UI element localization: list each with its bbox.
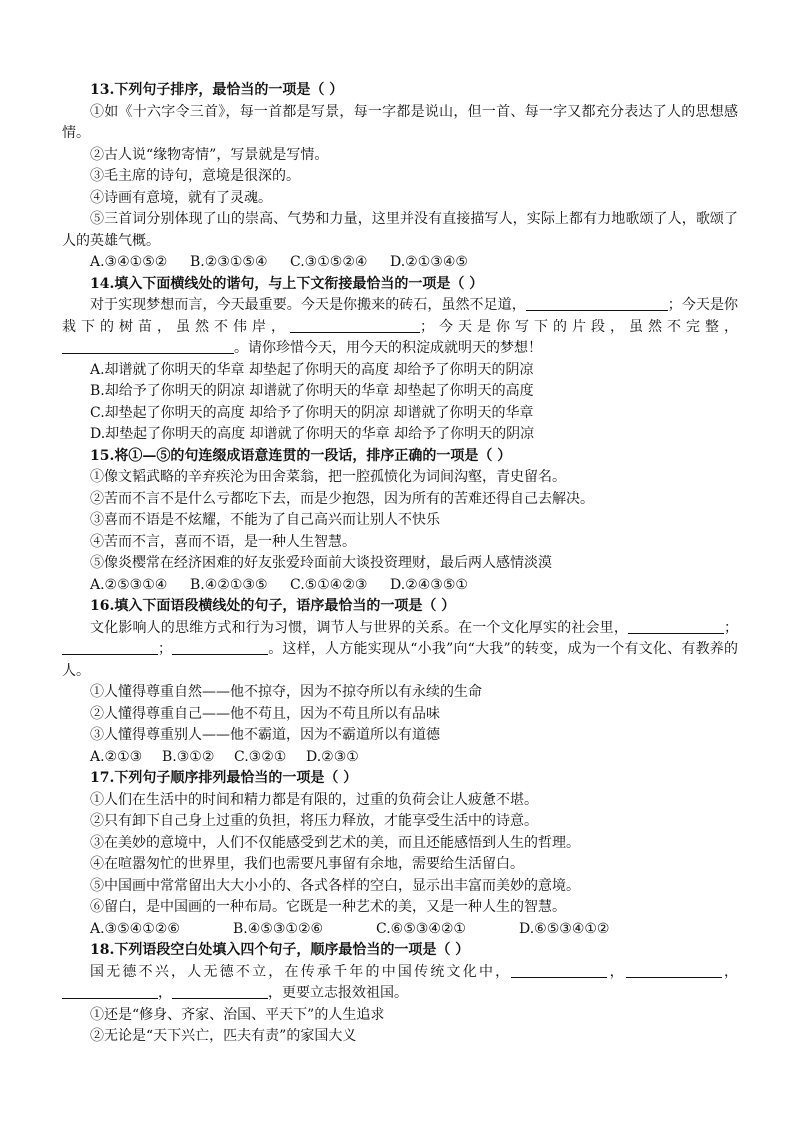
q14-passage-part-4: 。请你珍惜今天，用今天的积淀成就明天的梦想！ <box>234 340 542 356</box>
q18-blank-2[interactable] <box>626 963 722 978</box>
q15-sentence-5: ⑤像炎樱常在经济困难的好友张爱玲面前大谈投资理财，最后两人感情淡漠 <box>90 555 552 571</box>
q14-blank-1[interactable] <box>526 296 668 311</box>
q15-sentence-3: ③喜而不语是不炫耀，不能为了自己高兴而让别人不快乐 <box>90 512 440 528</box>
q17-sentence-1: ①人们在生活中的时间和精力都是有限的，过重的负荷会让人疲惫不堪。 <box>90 791 538 808</box>
q16-passage-part-1: 文化影响人的思维方式和行为习惯，调节人与世界的关系。在一个文化厚实的社会里， <box>90 619 628 636</box>
q18-blank-3[interactable] <box>62 984 158 999</box>
q17-option-c[interactable]: C.⑥⑤③④②① <box>376 920 466 937</box>
q14-passage-part-1: 对于实现梦想而言，今天最重要。今天是你搬来的砖石，虽然不足道， <box>90 297 526 313</box>
question-18 <box>62 940 738 1048</box>
q17-sentence-6: ⑥留白，是中国画的一种布局。它既是一种艺术的美，又是一种人生的智慧。 <box>90 899 566 915</box>
q17-sentence-4: ④在喧嚣匆忙的世界里，我们也需要凡事留有余地，需要给生活留白。 <box>90 856 524 872</box>
q13-option-c[interactable]: C.③①⑤②④ <box>290 254 368 270</box>
q13-sentence-5: ⑤三首词分别体现了山的崇高、气势和力量，这里并没有直接描写人，实际上都有力地歌颂了人，歌颂了人的英雄气概。 <box>62 211 738 249</box>
q15-option-a[interactable]: A.②⑤③①④ <box>90 576 168 593</box>
q13-option-b[interactable]: B.②③①⑤④ <box>190 254 268 270</box>
q16-option-c[interactable]: C.③②① <box>234 748 287 765</box>
question-16-title: 16.填入下面语段横线处的句子，语序最恰当的一项是（ ） <box>90 598 456 614</box>
question-16 <box>62 596 738 768</box>
q13-sentence-4: ④诗画有意境，就有了灵魂。 <box>90 189 272 206</box>
q16-blank-1[interactable] <box>628 619 724 634</box>
q18-passage-part-2: ，更要立志报效祖国。 <box>268 985 408 1001</box>
q16-passage <box>62 618 738 683</box>
q15-sentence-2: ②苦而不言不是什么亏都吃下去，而是少抱怨，因为所有的苦难还得自己去解决。 <box>90 490 594 507</box>
q13-sentence-1: ①如《十六字令三首》，每一首都是写景，每一字都是说山，但一首、每一字又都充分表达了人的思想感情。 <box>62 103 738 141</box>
q18-blank-1[interactable] <box>511 963 607 978</box>
q16-passage-part-2: 。这样，人方能实现从“小我”向“大我”的转变，成为一个有文化、有教养的人。 <box>62 641 738 679</box>
q16-blank-2[interactable] <box>62 640 158 655</box>
question-17-title: 17.下列句子顺序排列最恰当的一项是（ ） <box>90 770 358 786</box>
q14-option-d[interactable]: D.却垫起了你明天的高度 却谱就了你明天的华章 却给予了你明天的阴凉 <box>90 426 535 442</box>
question-15 <box>62 446 738 597</box>
q15-options <box>62 575 738 597</box>
q14-blank-3[interactable] <box>62 339 234 354</box>
q15-sentence-1: ①像文韬武略的辛弃疾沦为田舍菜翁，把一腔孤愤化为词间沟壑，青史留名。 <box>90 469 566 485</box>
q16-sentence-3: ③人懂得尊重别人——他不霸道，因为不霸道所以有道德 <box>90 727 440 743</box>
q18-passage <box>62 962 738 1005</box>
q13-sentence-2: ②古人说“缘物寄情”，写景就是写情。 <box>90 146 329 163</box>
q18-passage-part-1: 国无德不兴，人无德不立，在传承千年的中国传统文化中， <box>90 963 512 980</box>
q13-options <box>62 252 738 274</box>
q14-passage <box>62 295 738 360</box>
q16-sentence-1: ①人懂得尊重自然——他不掠夺，因为不掠夺所以有永续的生命 <box>90 684 482 700</box>
q17-sentence-5: ⑤中国画中常常留出大大小小的、各式各样的空白，显示出丰富而美妙的意境。 <box>90 877 580 894</box>
q18-sentence-1: ①还是“修身、齐家、治国、平天下”的人生追求 <box>90 1006 385 1023</box>
question-list <box>62 80 738 1048</box>
q16-separator-1: ； <box>724 619 738 636</box>
question-13 <box>62 80 738 274</box>
q13-sentence-3: ③毛主席的诗句，意境是很深的。 <box>90 168 300 184</box>
q18-separator-2: ， <box>721 963 739 980</box>
q15-sentence-4: ④苦而不言，喜而不语，是一种人生智慧。 <box>90 533 356 550</box>
q17-option-d[interactable]: D.⑥⑤③④①② <box>519 920 610 937</box>
q16-option-b[interactable]: B.③①② <box>162 748 215 765</box>
q17-sentence-3: ③在美妙的意境中，人们不仅能感受到艺术的美，而且还能感悟到人生的哲理。 <box>90 834 580 851</box>
q15-option-b[interactable]: B.④②①③⑤ <box>190 576 268 593</box>
q14-option-a[interactable]: A.却谱就了你明天的华章 却垫起了你明天的高度 却给予了你明天的阴凉 <box>90 361 534 378</box>
q17-option-a[interactable]: A.③⑤④①②⑥ <box>90 920 180 937</box>
q18-separator-3: ， <box>158 985 172 1001</box>
q14-option-b[interactable]: B.却给予了你明天的阴凉 却谱就了你明天的华章 却垫起了你明天的高度 <box>90 383 534 399</box>
q16-sentence-2: ②人懂得尊重自己——他不苟且，因为不苟且所以有品味 <box>90 705 440 722</box>
q18-sentence-2: ②无论是“天下兴亡，匹夫有责”的家国大义 <box>90 1028 357 1044</box>
q14-passage-part-2: ；今天是你栽下的树苗，虽然不伟岸， <box>62 297 739 335</box>
q17-sentence-2: ②只有卸下自己身上过重的负担，将压力释放，才能享受生活中的诗意。 <box>90 813 538 829</box>
q16-option-d[interactable]: D.②③① <box>306 748 359 765</box>
q16-options <box>62 747 738 769</box>
question-15-title: 15.将①—⑤的句连缀成语意连贯的一段话，排序正确的一项是（ ） <box>90 447 512 464</box>
q16-blank-3[interactable] <box>172 640 268 655</box>
question-18-title: 18.下列语段空白处填入四个句子，顺序最恰当的一项是（ ） <box>90 942 470 958</box>
q14-passage-part-3: ；今天是你写下的片段，虽然不完整， <box>420 318 738 335</box>
q16-separator-2: ； <box>158 641 172 657</box>
q13-option-d[interactable]: D.②①③④⑤ <box>390 254 468 270</box>
question-17 <box>62 768 738 940</box>
q18-blank-4[interactable] <box>172 984 268 999</box>
q17-options <box>62 919 738 941</box>
q13-option-a[interactable]: A.③④①⑤② <box>90 254 168 270</box>
q16-option-a[interactable]: A.②①③ <box>90 748 143 765</box>
q14-blank-2[interactable] <box>290 318 420 333</box>
question-14-title: 14.填入下面横线处的谐句，与上下文衔接最恰当的一项是（ ） <box>90 275 484 292</box>
q15-option-c[interactable]: C.⑤①④②③ <box>290 576 368 593</box>
q18-separator-1: ， <box>607 963 626 980</box>
q14-option-c[interactable]: C.却垫起了你明天的高度 却给予了你明天的阴凉 却谱就了你明天的华章 <box>90 404 534 421</box>
q17-option-b[interactable]: B.④⑤③①②⑥ <box>233 920 324 937</box>
question-13-title: 13.下列句子排序，最恰当的一项是（ ） <box>90 82 344 98</box>
q15-option-d[interactable]: D.②④③⑤① <box>390 576 468 593</box>
question-14 <box>62 274 738 446</box>
